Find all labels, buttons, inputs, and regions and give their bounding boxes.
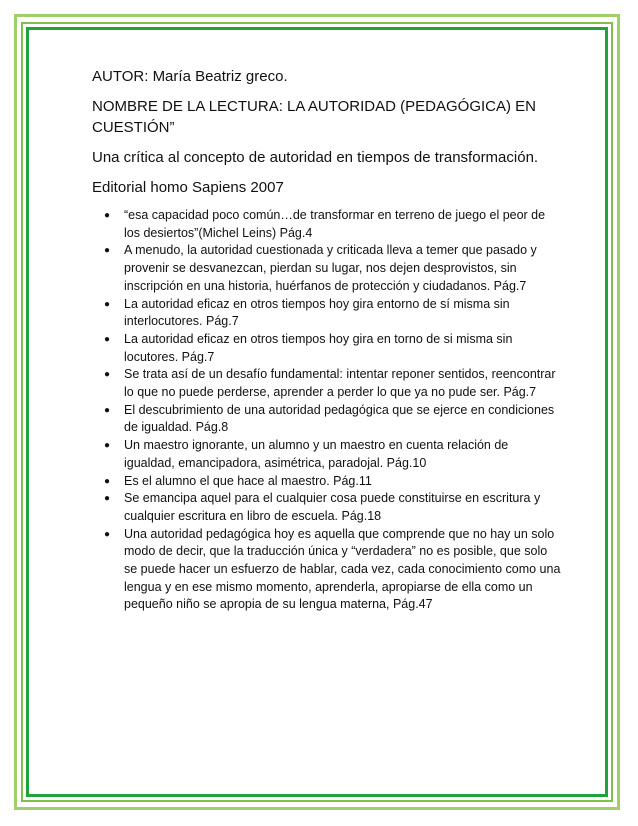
- bullet-icon: ●: [104, 528, 111, 540]
- list-item-text: Un maestro ignorante, un alumno y un maestro en cuenta relación de igualdad, emancipadora, asimétrica, paradojal. Pág.10: [124, 438, 509, 470]
- list-item-text: Es el alumno el que hace al maestro. Pág.11: [124, 473, 372, 488]
- list-item: [92, 296, 562, 331]
- list-item-text: El descubrimiento de una autoridad pedagógica que se ejerce en condiciones de igualdad. Pág.8: [124, 402, 555, 435]
- list-item: [92, 490, 562, 525]
- list-item: [92, 437, 562, 472]
- list-item-text: “esa capacidad poco común…de transformar en terreno de juego el peor de los desiertos”(Michel Leins) Pág.4: [124, 208, 546, 240]
- list-item-text: La autoridad eficaz en otros tiempos hoy gira entorno de sí misma sin interlocutores. Pág.7: [124, 296, 510, 329]
- bullet-icon: ●: [104, 475, 111, 487]
- list-item: [92, 207, 562, 242]
- list-item-text: La autoridad eficaz en otros tiempos hoy gira en torno de si misma sin locutores. Pág.7: [124, 331, 513, 364]
- list-item: [92, 366, 562, 401]
- list-item-text: A menudo, la autoridad cuestionada y criticada lleva a temer que pasado y provenir se desvanezcan, pierdan su lugar, nos dejen desprovistos, sin inscripción en una historia, huérfanos de protección y ciudadanos. Pág.7: [124, 243, 537, 293]
- bullet-icon: ●: [104, 493, 111, 505]
- reading-title: NOMBRE DE LA LECTURA: LA AUTORIDAD (PEDAGÓGICA) EN CUESTIÓN”: [92, 98, 536, 136]
- bullet-icon: ●: [104, 333, 111, 345]
- bullet-icon: ●: [104, 404, 111, 416]
- publisher: Editorial homo Sapiens 2007: [92, 179, 284, 196]
- list-item: [92, 331, 562, 366]
- author-line: AUTOR: María Beatriz greco.: [92, 68, 288, 85]
- document-body: [92, 66, 562, 614]
- list-item: [92, 526, 562, 615]
- bullet-icon: ●: [104, 298, 111, 310]
- bullet-icon: ●: [104, 440, 111, 452]
- list-item: [92, 242, 562, 295]
- subtitle: Una crítica al concepto de autoridad en tiempos de transformación.: [92, 149, 539, 166]
- bullet-icon: ●: [104, 210, 111, 221]
- list-item-text: Se emancipa aquel para el cualquier cosa puede constituirse en escritura y cualquier escritura en libro de escuela. Pág.18: [124, 491, 541, 523]
- bullet-icon: ●: [104, 245, 111, 257]
- list-item: [92, 402, 562, 437]
- quote-list: [92, 207, 562, 614]
- list-item: [92, 473, 562, 491]
- bullet-icon: ●: [104, 369, 111, 381]
- list-item-text: Una autoridad pedagógica hoy es aquella que comprende que no hay un solo modo de decir, que la traducción única y “verdadera” no es posible, que solo se puede hacer un esfuerzo de hablar, cada vez, cada conocimiento como una lengua y en ese mismo momento, aprenderla, apropiarse de ella como un pequeño niño se apropia de su lengua materna, Pág.47: [124, 526, 561, 612]
- list-item-text: Se trata así de un desafío fundamental: intentar reponer sentidos, reencontrar lo que no puede perderse, aprender a perder lo que ya no pude ser. Pág.7: [124, 367, 556, 400]
